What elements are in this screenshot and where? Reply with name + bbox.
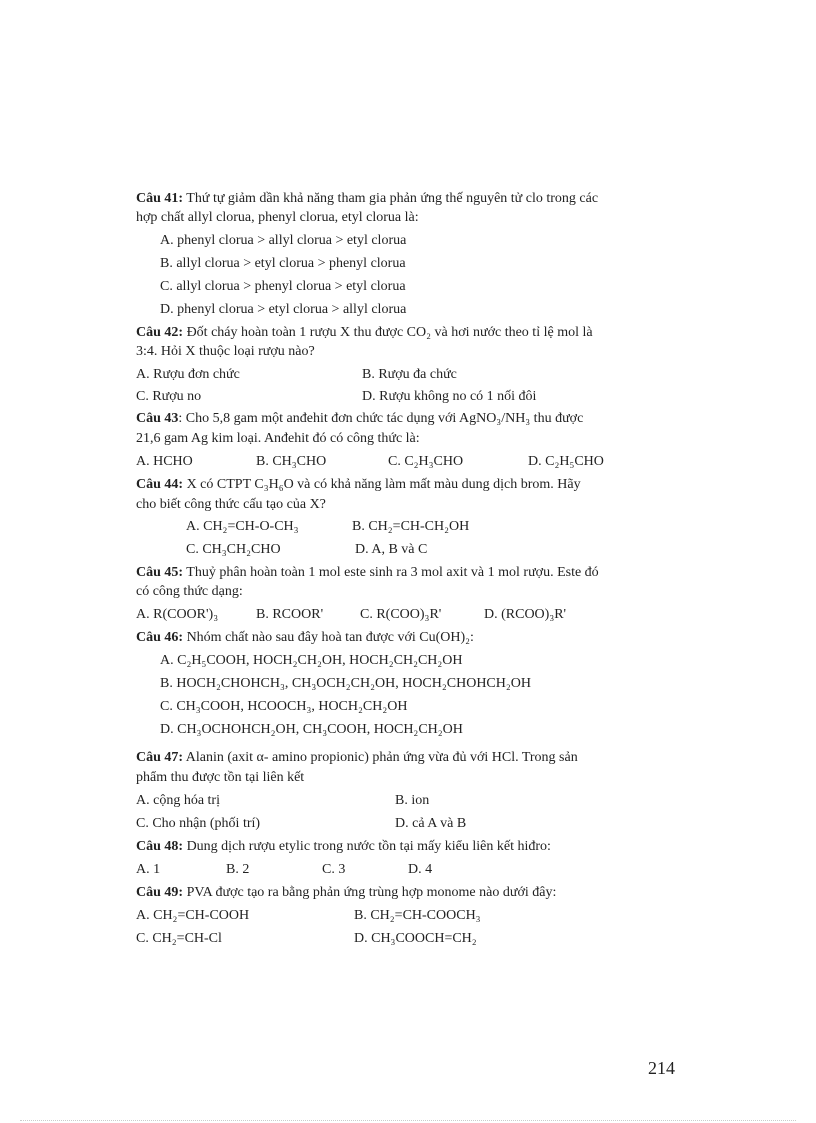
question-44-stem-cont: cho biết công thức cấu tạo của X? [136,497,326,512]
question-43-stem-cont: 21,6 gam Ag kim loại. Anđehit đó có công thức là: [136,431,420,446]
question-43-option-c: C. C₂H₃CHO [388,454,464,469]
question-45-option-d: D. (RCOO)₃R' [484,607,567,622]
question-45-option-a: A. R(COOR')₃ [136,607,219,622]
question-44-option-d: D. A, B và C [355,542,428,557]
question-42-option-c: C. Rượu no [136,389,202,404]
question-45-option-b: B. RCOOR' [256,607,324,622]
question-43-stem [136,410,583,428]
question-48-label: Câu 48: [136,839,184,854]
question-47-option-c: C. Cho nhận (phối trí) [136,816,261,831]
question-44-stem [136,476,581,494]
question-45-stem [136,564,599,582]
question-43-option-b: B. CH₃CHO [256,454,327,469]
question-43-option-d: D. C₂H₅CHO [528,454,604,469]
question-46-option-a: A. C₂H₅COOH, HOCH₂CH₂OH, HOCH₂CH₂CH₂OH [160,653,463,668]
question-48-option-b: B. 2 [226,862,250,877]
question-47-label: Câu 47: [136,750,184,765]
question-48-option-c: C. 3 [322,862,346,877]
question-46-option-d: D. CH₃OCHOHCH₂OH, CH₃COOH, HOCH₂CH₂OH [160,722,463,737]
question-42-stem [136,324,593,342]
question-49-option-d: D. CH₃COOCH=CH₂ [354,931,477,946]
question-41-option-c: C. allyl clorua > phenyl clorua > etyl clorua [160,279,406,294]
question-46-option-b: B. HOCH₂CHOHCH₃, CH₃OCH₂CH₂OH, HOCH₂CHOHCH₂OH [160,676,531,691]
question-43-option-a: A. HCHO [136,454,193,469]
question-45-stem-cont: có công thức dạng: [136,584,243,599]
question-47-stem-cont: phẩm thu được tồn tại liên kết [136,770,305,785]
question-44-text: X có CTPT C₃H₆O và có khả năng làm mất màu dung dịch brom. Hãy [183,477,581,492]
question-42-option-a: A. Rượu đơn chức [136,367,240,382]
question-49-stem [136,884,556,902]
page-bottom-divider [20,1120,796,1121]
question-42-option-b: B. Rượu đa chức [362,367,457,382]
question-42-label: Câu 42: [136,325,184,340]
question-43-label: Câu 43 [136,411,179,426]
question-46-text: Nhóm chất nào sau đây hoà tan được với Cu(OH)₂: [183,630,474,645]
question-41-option-b: B. allyl clorua > etyl clorua > phenyl clorua [160,256,406,271]
question-44-option-a: A. CH₂=CH-O-CH₃ [186,519,299,534]
question-46-stem [136,629,474,647]
question-47-option-d: D. cả A và B [395,816,467,831]
page-number: 214 [648,1058,675,1078]
question-49-option-b: B. CH₂=CH-COOCH₃ [354,908,481,923]
question-41-option-a: A. phenyl clorua > allyl clorua > etyl clorua [160,233,407,248]
question-43-text: : Cho 5,8 gam một anđehit đơn chức tác dụng với AgNO₃/NH₃ thu được [178,411,584,426]
question-45-option-c: C. R(COO)₃R' [360,607,442,622]
question-42-stem-cont: 3:4. Hỏi X thuộc loại rượu nào? [136,344,315,359]
question-41-stem-cont: hợp chất allyl clorua, phenyl clorua, etyl clorua là: [136,210,419,225]
question-42-text: Đốt cháy hoàn toàn 1 rượu X thu được CO₂ và hơi nước theo tỉ lệ mol là [183,325,593,340]
question-46-option-c: C. CH₃COOH, HCOOCH₃, HOCH₂CH₂OH [160,699,408,714]
question-44-label: Câu 44: [136,477,184,492]
question-46-label: Câu 46: [136,630,184,645]
question-45-text: Thuỷ phân hoàn toàn 1 mol este sinh ra 3 mol axit và 1 mol rượu. Este đó [183,565,599,580]
question-49-label: Câu 49: [136,885,184,900]
question-47-option-a: A. cộng hóa trị [136,793,220,808]
question-49-option-a: A. CH₂=CH-COOH [136,908,250,923]
question-47-stem [136,749,578,767]
question-41-stem [136,190,598,208]
question-45-label: Câu 45: [136,565,184,580]
question-49-option-c: C. CH₂=CH-Cl [136,931,222,946]
question-49-text: PVA được tạo ra bằng phản ứng trùng hợp monome nào dưới đây: [183,885,557,900]
question-42-option-d: D. Rượu không no có 1 nối đôi [362,389,537,404]
question-44-option-b: B. CH₂=CH-CH₂OH [352,519,470,534]
question-48-stem [136,838,551,856]
question-47-option-b: B. ion [395,793,430,808]
question-47-text: Alanin (axit α- amino propionic) phản ứng vừa đủ với HCl. Trong sản [183,750,578,765]
question-41-option-d: D. phenyl clorua > etyl clorua > allyl clorua [160,302,407,317]
question-48-option-d: D. 4 [408,862,433,877]
question-48-option-a: A. 1 [136,862,161,877]
question-41-text: Thứ tự giảm dần khả năng tham gia phản ứng thế nguyên tử clo trong các [183,191,599,206]
question-44-option-c: C. CH₃CH₂CHO [186,542,281,557]
question-48-text: Dung dịch rượu etylic trong nước tồn tại mấy kiểu liên kết hiđro: [183,839,551,854]
question-41-label: Câu 41: [136,191,184,206]
